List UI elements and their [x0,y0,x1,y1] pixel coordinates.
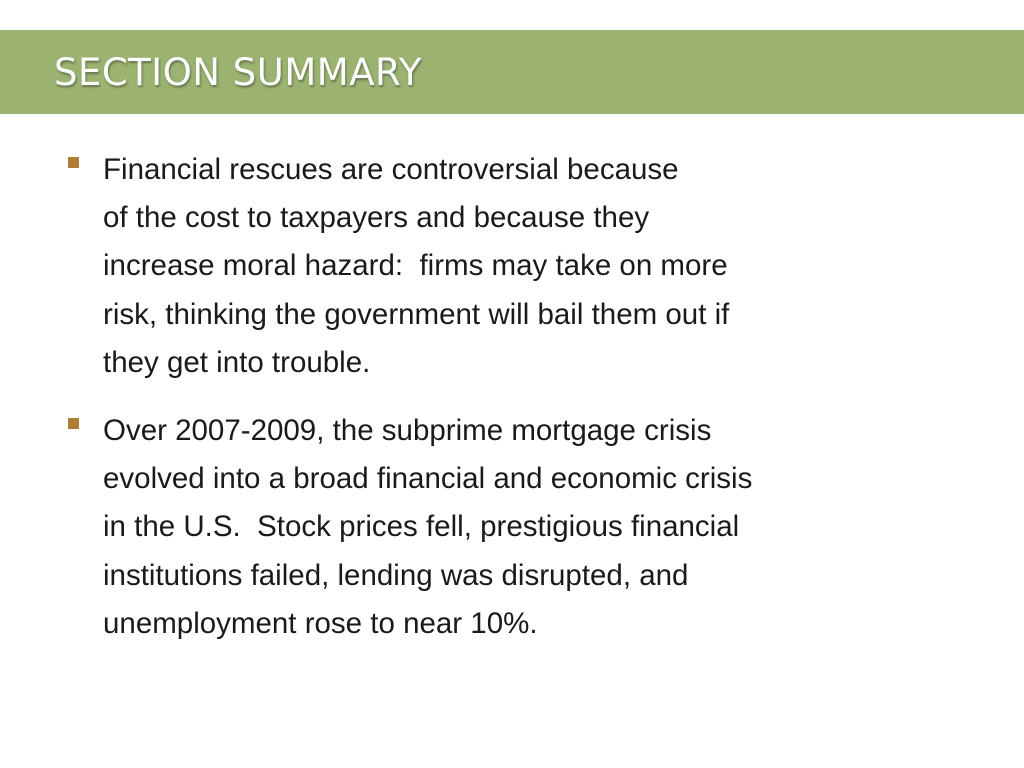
bullet-1-line-1: Financial rescues are controversial because [103,153,679,186]
bullet-1-line-2: of the cost to taxpayers and because they [103,201,650,235]
bullet-2-line-5: unemployment rose to near 10%. [103,606,538,640]
slide-content [62,146,962,668]
slide-title: SECTION SUMMARY [54,50,422,94]
bullet-1-line-5: they get into trouble. [103,345,371,379]
bullet-2-line-4: institutions failed, lending was disrupted, and [103,558,689,592]
bullet-1-line-4: risk, thinking the government will bail them out if [103,297,730,331]
bullet-item-2 [62,407,962,648]
bullet-1-line-3: increase moral hazard: firms may take on more [103,249,728,283]
square-bullet-icon [68,418,79,429]
square-bullet-icon [68,157,79,168]
bullet-item-1 [62,146,962,387]
bullet-2-line-1: Over 2007-2009, the subprime mortgage crisis [103,414,712,448]
title-bar [0,30,1024,114]
bullet-2-line-2: evolved into a broad financial and economic crisis [103,462,753,496]
bullet-2-line-3: in the U.S. Stock prices fell, prestigious financial [103,510,740,544]
